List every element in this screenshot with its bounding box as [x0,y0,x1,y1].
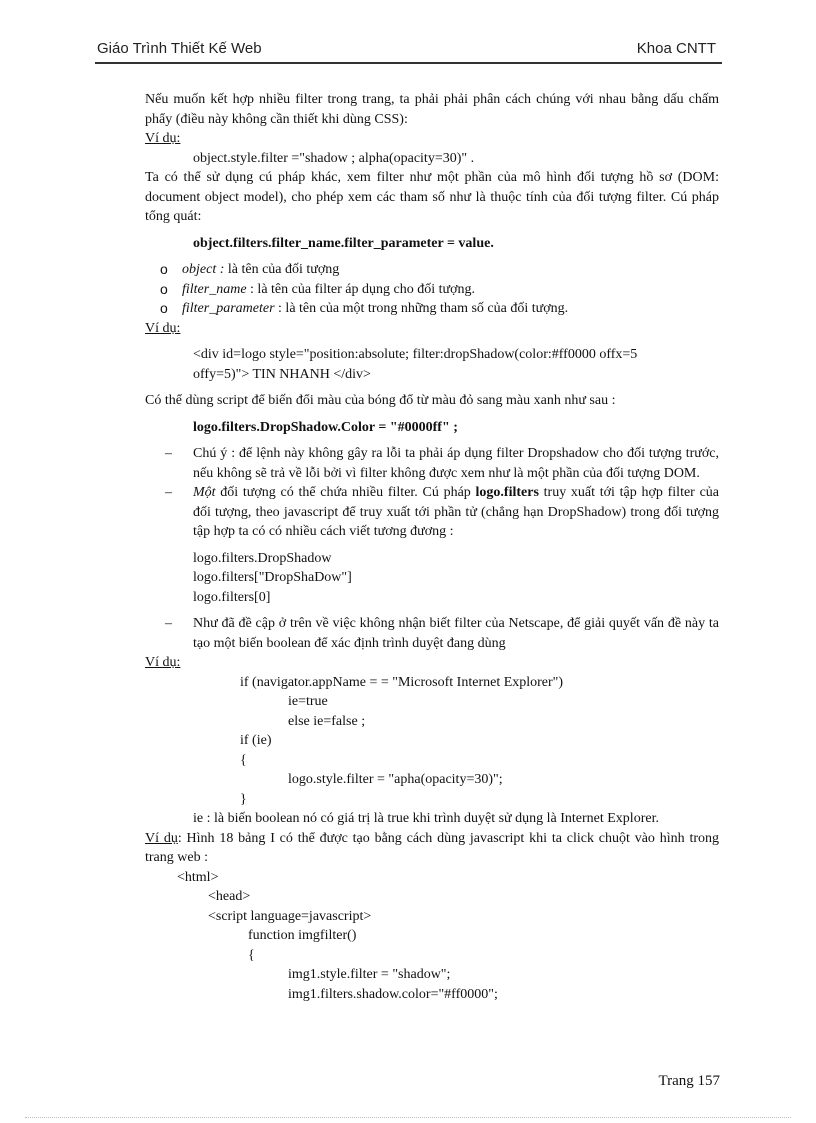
paragraph-script: Có thể dùng script để biến đổi màu của bóng đổ từ màu đỏ sang màu xanh như sau : [145,393,616,408]
code-line: logo.filters.DropShadow.Color = "#0000ff" ; [193,419,458,435]
code-line: } [240,791,247,807]
example-label: Ví dụ: [145,131,181,146]
header-title: Giáo Trình Thiết Kế Web [97,40,262,57]
code-line: <script language=javascript> [208,908,372,924]
note-item: – Như đã đề cập ở trên về việc không nhận biết filter của Netscape, để giải quyết vấn đề này ta tạo một biến boolean để xác định trình duyệt đang dùng [165,616,719,651]
code-line: if (navigator.appName = = "Microsoft Internet Explorer") [240,674,564,690]
example-label: Ví dụ: [145,320,181,336]
code-line: logo.filters["DropShaDow"] [193,570,352,585]
note-item: – Một đối tượng có thể chứa nhiều filter. Cú pháp logo.filters truy xuất tới tập hợp filter của đối tượng, theo javascript để truy xuất tới phần tử (chẳng hạn DropShadow) trong đối tượng tập hợp ta có có nhiều cách viết tương đương : [165,485,719,539]
code-line: <head> [208,889,251,904]
paragraph-example-figure: Ví dụ: Hình 18 bảng I có thể được tạo bằng cách dùng javascript khi ta click chuột vào hình trong trang web : [145,830,719,865]
code-line: <html> [177,869,219,885]
code-line: function imgfilter() [248,928,357,943]
code-line: { [240,752,247,768]
page-header [95,40,720,62]
code-line: logo.filters[0] [193,589,271,605]
code-line: else ie=false ; [288,713,366,729]
page-bottom-divider [25,1117,791,1118]
code-line: object.style.filter ="shadow ; alpha(opacity=30)" . [193,150,475,166]
page-body [145,90,719,1004]
code-line: offy=5)"> TIN NHANH </div> [193,366,371,382]
paragraph-dom: Ta có thể sử dụng cú pháp khác, xem filter như một phần của mô hình đối tượng hồ sơ (DOM: document object model), cho phép xem các tham số như là thuộc tính của đối tượng filter. Cú pháp tổng quát: [145,170,719,224]
note-item: – Chú ý : để lệnh này không gây ra lỗi ta phải áp dụng filter Dropshadow cho đối tượng trước, nếu không sẽ trả về lỗi bởi vì filter không được xem như là một phần của đối tượng DOM. [165,446,719,481]
paragraph-ie: ie : là biến boolean nó có giá trị là true khi trình duyệt sử dụng là Internet Explorer. [193,811,659,826]
example-label: Ví dụ: [145,655,181,670]
code-line: <div id=logo style="position:absolute; filter:dropShadow(color:#ff0000 offx=5 [193,347,638,362]
header-rule [95,62,722,64]
list-item: o object : là tên của đối tượng [160,261,340,277]
code-line: if (ie) [240,733,272,748]
syntax-line: object.filters.filter_name.filter_parameter = value. [193,235,494,251]
code-line: img1.style.filter = "shadow"; [288,967,451,982]
code-line: logo.filters.DropShadow [193,550,332,566]
header-department: Khoa CNTT [636,40,716,57]
list-item: o filter_name : là tên của filter áp dụng cho đối tượng. [160,280,475,297]
code-line: img1.filters.shadow.color="#ff0000"; [288,986,498,1002]
page-number: Trang 157 [658,1073,720,1089]
paragraph-intro: Nếu muốn kết hợp nhiều filter trong trang, ta phải phải phân cách chúng với nhau bằng dấu chấm phẩy (điều này không cần thiết khi dùng CSS): [145,92,719,127]
code-line: { [248,947,255,963]
list-item: o filter_parameter : là tên của một trong những tham số của đối tượng. [160,300,569,316]
code-line: ie=true [288,694,328,709]
code-line: logo.style.filter = "apha(opacity=30)"; [288,772,503,787]
